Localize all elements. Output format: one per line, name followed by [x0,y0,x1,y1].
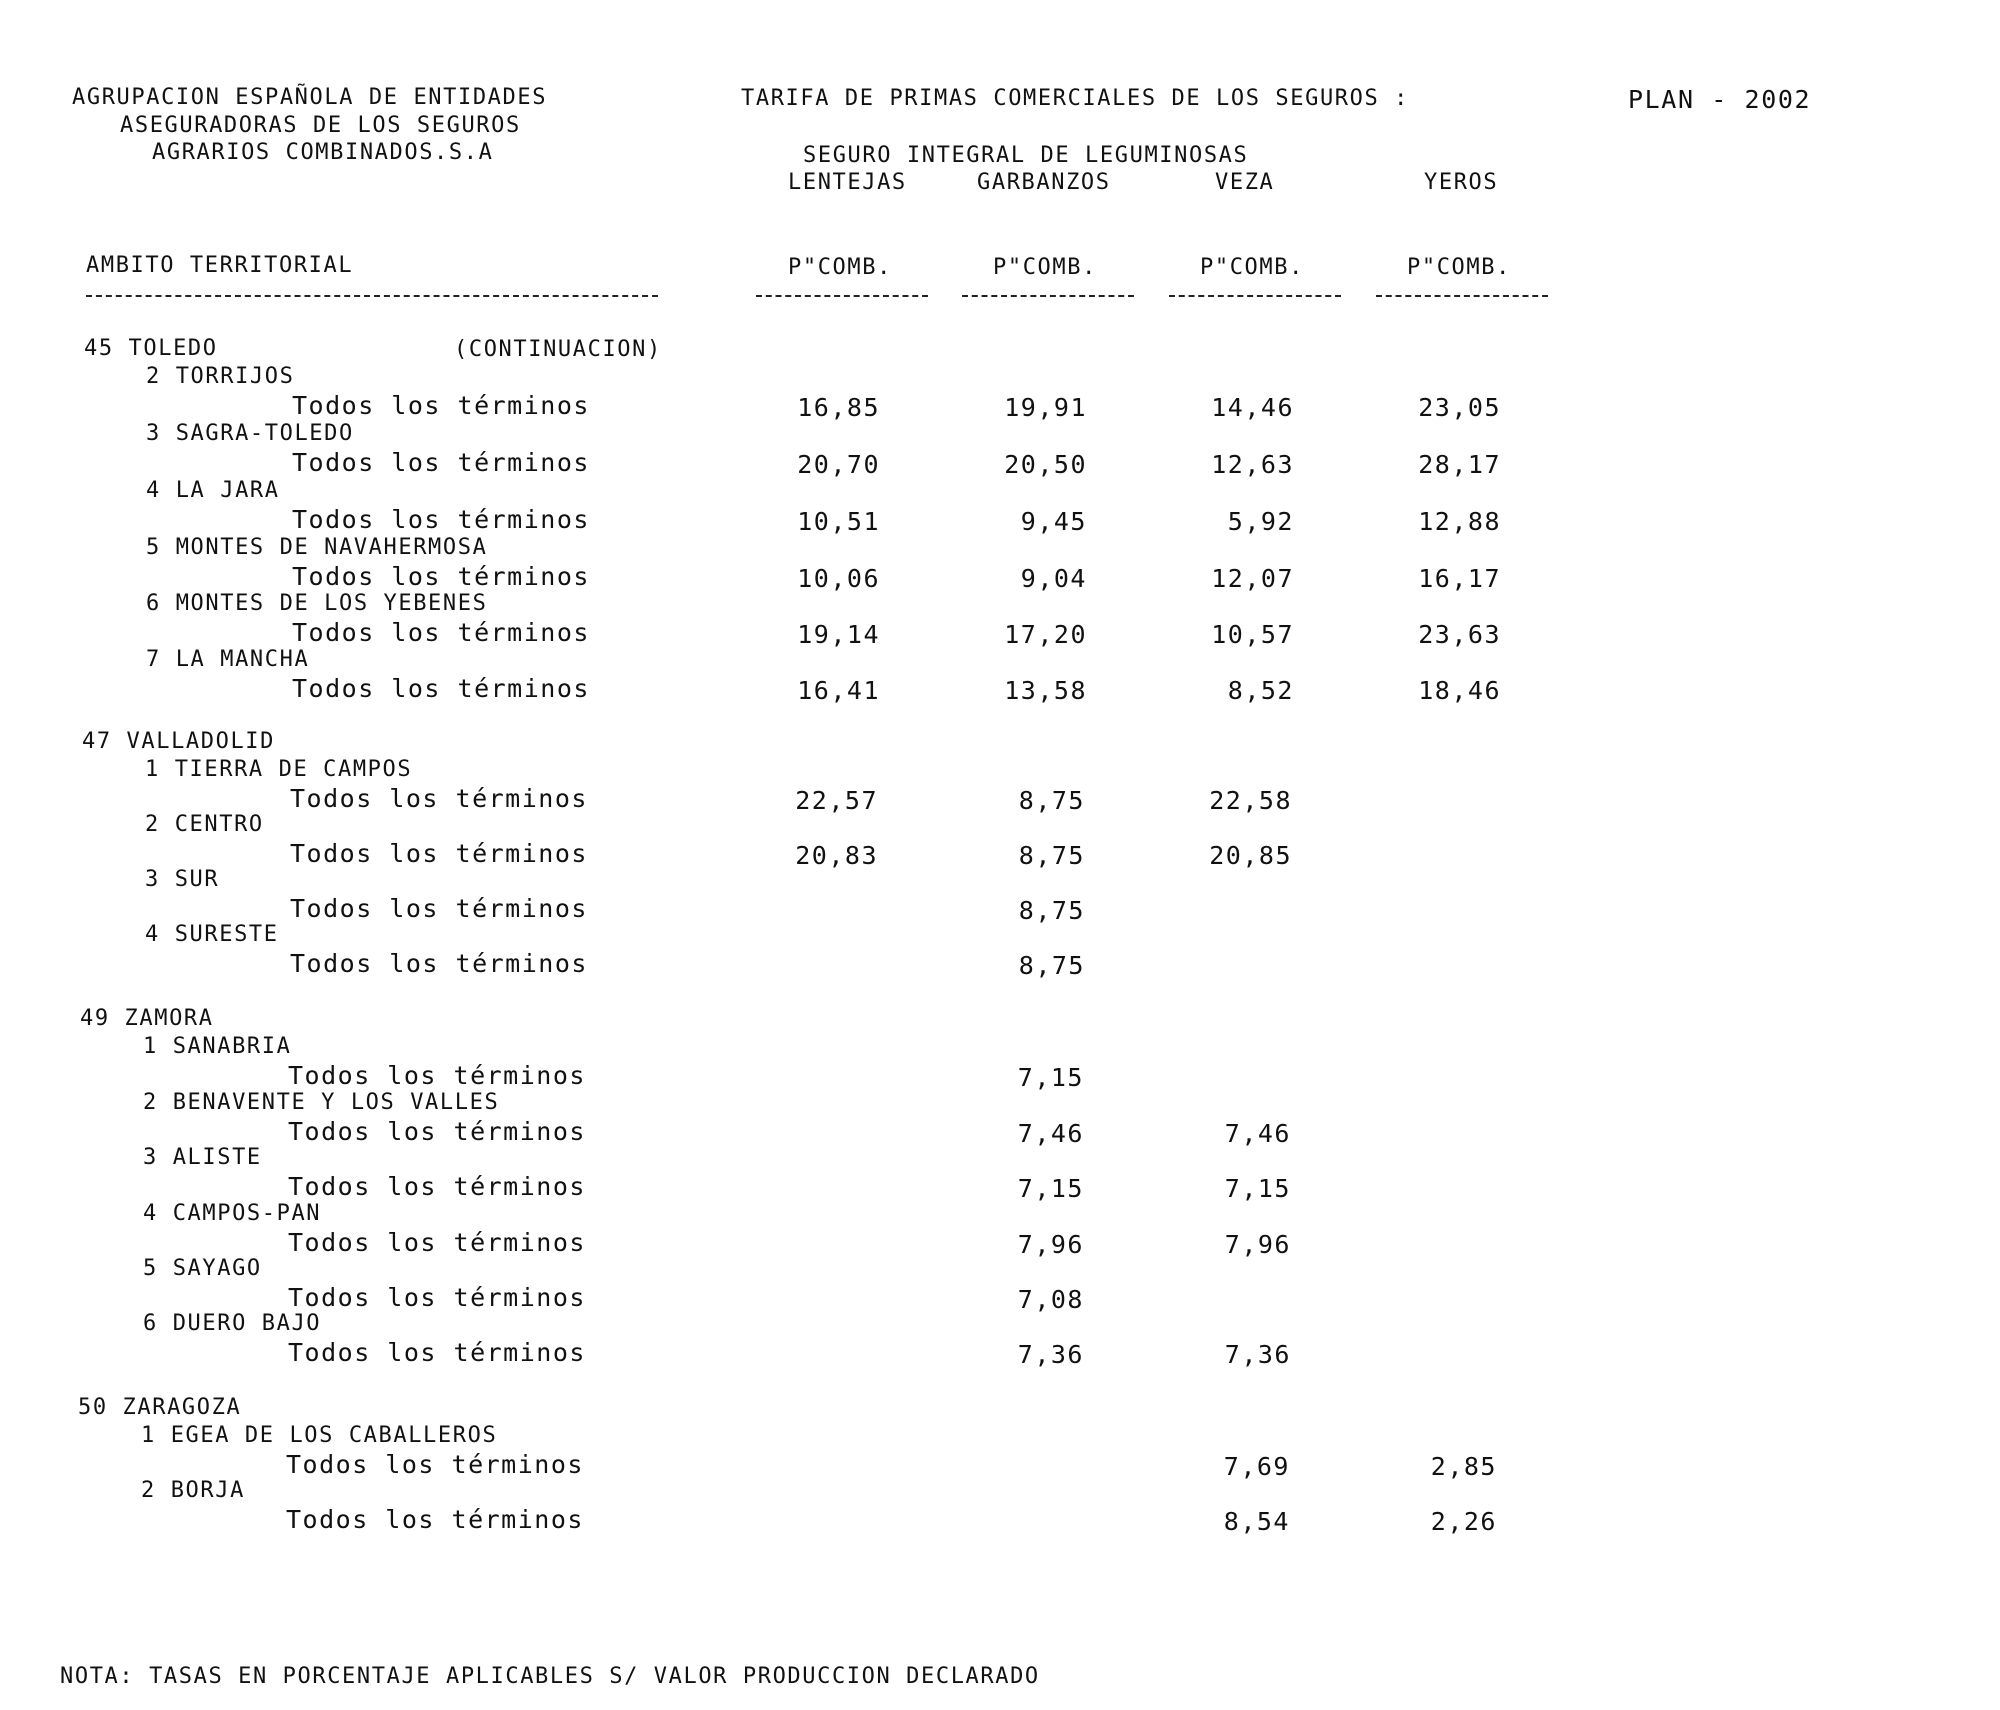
value-garbanzos: 7,08 [1017,1285,1084,1314]
zone-label: 1 SANABRIA [143,1034,292,1059]
value-veza: 8,52 [1227,676,1294,705]
zone-label: 4 LA JARA [146,478,280,503]
org-name-line-3: AGRARIOS COMBINADOS.S.A [152,140,494,165]
terms-label: Todos los términos [288,1338,586,1367]
divider-ambito [86,295,658,297]
ambito-territorial-label: AMBITO TERRITORIAL [86,253,354,278]
terms-label: Todos los términos [290,839,588,868]
value-yeros: 2,26 [1430,1507,1497,1536]
value-veza: 22,58 [1209,786,1292,815]
terms-label: Todos los términos [288,1228,586,1257]
org-name-line-1: AGRUPACION ESPAÑOLA DE ENTIDADES [72,85,548,110]
value-veza: 10,57 [1211,620,1294,649]
zone-label: 3 ALISTE [143,1145,262,1170]
value-veza: 7,46 [1224,1119,1291,1148]
value-veza: 20,85 [1209,841,1292,870]
value-yeros: 28,17 [1418,450,1501,479]
terms-label: Todos los términos [292,674,590,703]
value-yeros: 12,88 [1418,507,1501,536]
subheader-yeros: P"COMB. [1407,255,1511,280]
zone-label: 7 LA MANCHA [146,647,310,672]
tariff-title: TARIFA DE PRIMAS COMERCIALES DE LOS SEGUROS : [741,86,1410,111]
zone-label: 5 SAYAGO [143,1256,262,1281]
value-garbanzos: 8,75 [1018,841,1085,870]
zone-label: 2 CENTRO [145,812,264,837]
province-label: 47 VALLADOLID [82,729,275,754]
terms-label: Todos los términos [292,448,590,477]
value-yeros: 16,17 [1418,564,1501,593]
org-name-line-2: ASEGURADORAS DE LOS SEGUROS [120,113,521,138]
terms-label: Todos los términos [292,618,590,647]
value-veza: 7,15 [1224,1174,1291,1203]
zone-label: 1 EGEA DE LOS CABALLEROS [141,1423,498,1448]
terms-label: Todos los términos [288,1172,586,1201]
value-garbanzos: 8,75 [1018,951,1085,980]
column-header-veza: VEZA [1215,170,1275,195]
value-veza: 7,96 [1224,1230,1291,1259]
divider-lentejas [756,295,928,297]
value-lentejas: 16,41 [797,676,880,705]
value-lentejas: 22,57 [795,786,878,815]
value-garbanzos: 8,75 [1018,896,1085,925]
value-veza: 12,63 [1211,450,1294,479]
value-garbanzos: 9,45 [1020,507,1087,536]
zone-label: 1 TIERRA DE CAMPOS [145,757,413,782]
zone-label: 4 SURESTE [145,922,279,947]
terms-label: Todos los términos [288,1283,586,1312]
zone-label: 3 SUR [145,867,220,892]
value-lentejas: 16,85 [797,393,880,422]
value-yeros: 2,85 [1430,1452,1497,1481]
value-yeros: 23,63 [1418,620,1501,649]
value-lentejas: 19,14 [797,620,880,649]
plan-label: PLAN - 2002 [1628,85,1812,114]
value-garbanzos: 19,91 [1004,393,1087,422]
terms-label: Todos los términos [288,1117,586,1146]
province-label: 50 ZARAGOZA [78,1395,242,1420]
zone-label: 2 BORJA [141,1478,245,1503]
column-header-garbanzos: GARBANZOS [977,170,1111,195]
divider-garbanzos [962,295,1134,297]
terms-label: Todos los términos [288,1061,586,1090]
value-lentejas: 10,06 [797,564,880,593]
terms-label: Todos los términos [292,391,590,420]
value-veza: 8,54 [1223,1507,1290,1536]
value-garbanzos: 8,75 [1018,786,1085,815]
terms-label: Todos los términos [286,1450,584,1479]
divider-yeros [1376,295,1548,297]
terms-label: Todos los términos [286,1505,584,1534]
subheader-veza: P"COMB. [1200,255,1304,280]
column-header-yeros: YEROS [1424,170,1499,195]
value-garbanzos: 7,15 [1017,1063,1084,1092]
zone-label: 2 BENAVENTE Y LOS VALLES [143,1090,500,1115]
zone-label: 6 MONTES DE LOS YEBENES [146,591,488,616]
value-lentejas: 10,51 [797,507,880,536]
value-garbanzos: 7,15 [1017,1174,1084,1203]
terms-label: Todos los términos [292,505,590,534]
value-veza: 12,07 [1211,564,1294,593]
province-label: 45 TOLEDO [84,336,218,361]
value-yeros: 18,46 [1418,676,1501,705]
value-garbanzos: 13,58 [1004,676,1087,705]
subheader-garbanzos: P"COMB. [993,255,1097,280]
value-garbanzos: 17,20 [1004,620,1087,649]
zone-label: 3 SAGRA-TOLEDO [146,421,354,446]
zone-label: 2 TORRIJOS [146,364,295,389]
value-veza: 7,36 [1224,1340,1291,1369]
column-header-lentejas: LENTEJAS [788,170,907,195]
zone-label: 4 CAMPOS-PAN [143,1201,322,1226]
footer-note: NOTA: TASAS EN PORCENTAJE APLICABLES S/ VALOR PRODUCCION DECLARADO [60,1664,1040,1689]
insurance-name: SEGURO INTEGRAL DE LEGUMINOSAS [803,143,1249,168]
value-garbanzos: 7,46 [1017,1119,1084,1148]
value-yeros: 23,05 [1418,393,1501,422]
value-garbanzos: 20,50 [1004,450,1087,479]
value-garbanzos: 7,96 [1017,1230,1084,1259]
value-lentejas: 20,70 [797,450,880,479]
terms-label: Todos los términos [290,949,588,978]
value-lentejas: 20,83 [795,841,878,870]
province-note: (CONTINUACION) [454,337,662,362]
terms-label: Todos los términos [290,784,588,813]
value-garbanzos: 7,36 [1017,1340,1084,1369]
subheader-lentejas: P"COMB. [788,255,892,280]
value-veza: 14,46 [1211,393,1294,422]
value-veza: 5,92 [1227,507,1294,536]
province-label: 49 ZAMORA [80,1006,214,1031]
value-garbanzos: 9,04 [1020,564,1087,593]
value-veza: 7,69 [1223,1452,1290,1481]
terms-label: Todos los términos [290,894,588,923]
zone-label: 5 MONTES DE NAVAHERMOSA [146,535,488,560]
terms-label: Todos los términos [292,562,590,591]
zone-label: 6 DUERO BAJO [143,1311,322,1336]
divider-veza [1169,295,1341,297]
